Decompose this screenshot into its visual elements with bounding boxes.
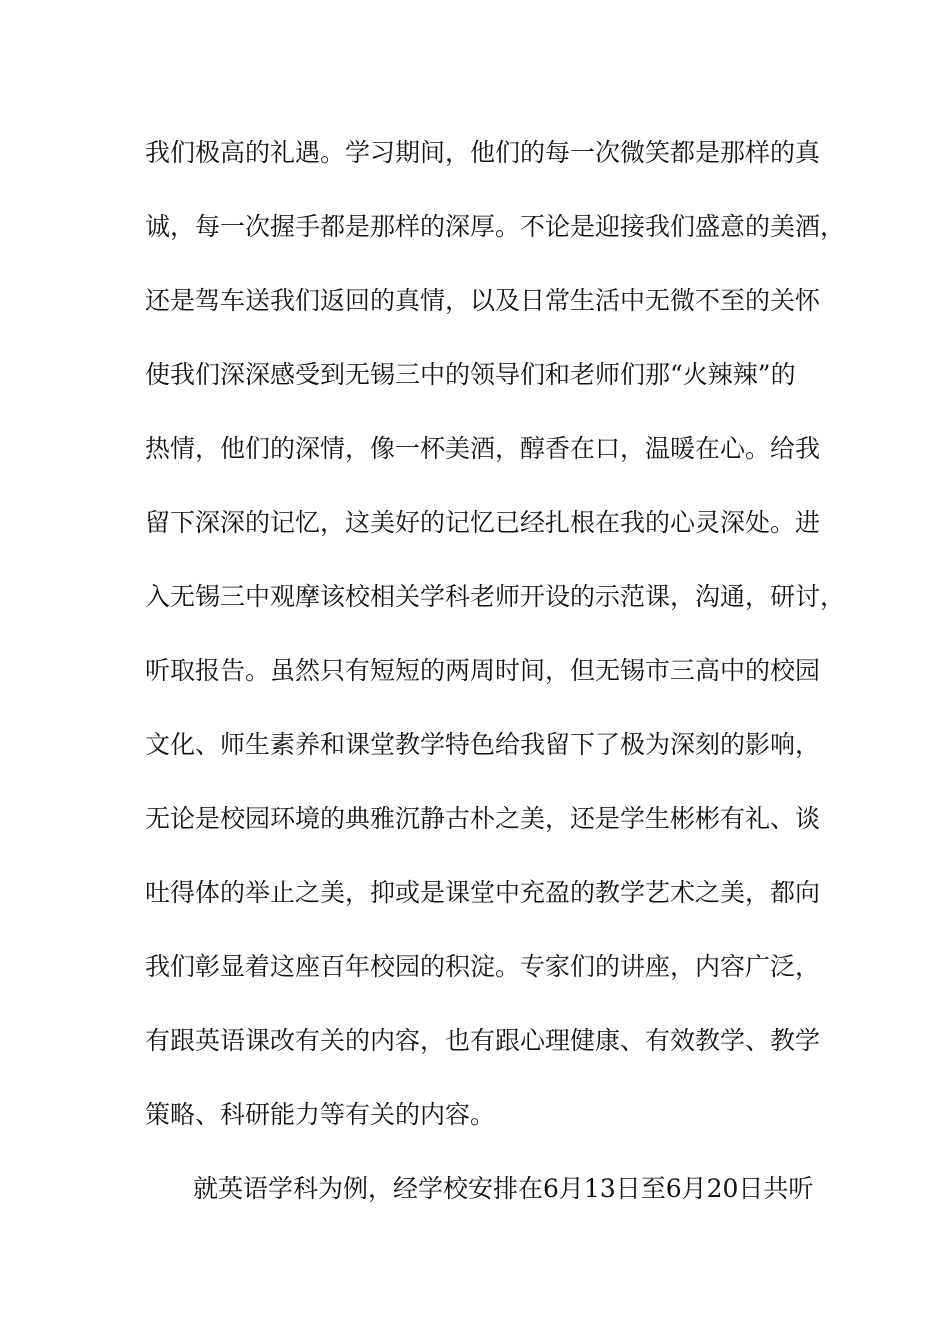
text-line: 我们极高的礼遇。学习期间，他们的每一次微笑都是那样的真 bbox=[145, 138, 821, 167]
text-line: 策略、科研能力等有关的内容。 bbox=[145, 1100, 496, 1129]
paragraph-first-line: 就英语学科为例，经学校安排在6月13日至6月20日共听 bbox=[193, 1174, 814, 1203]
text-line: 有跟英语课改有关的内容，也有跟心理健康、有效教学、教学 bbox=[145, 1026, 821, 1055]
text-line: 我们彰显着这座百年校园的积淀。专家们的讲座，内容广泛， bbox=[145, 952, 821, 981]
text-line: 无论是校园环境的典雅沉静古朴之美，还是学生彬彬有礼、谈 bbox=[145, 804, 821, 833]
text-line: 热情，他们的深情，像一杯美酒，醇香在口，温暖在心。给我 bbox=[145, 434, 821, 463]
text-line: 文化、师生素养和课堂教学特色给我留下了极为深刻的影响， bbox=[145, 730, 821, 759]
body-text bbox=[145, 133, 845, 1243]
text-line: 吐得体的举止之美，抑或是课堂中充盈的教学艺术之美，都向 bbox=[145, 878, 821, 907]
text-line: 听取报告。虽然只有短短的两周时间，但无锡市三高中的校园 bbox=[145, 656, 821, 685]
text-line: 入无锡三中观摩该校相关学科老师开设的示范课，沟通，研讨， bbox=[145, 582, 846, 611]
text-line: 还是驾车送我们返回的真情，以及日常生活中无微不至的关怀 bbox=[145, 286, 821, 315]
text-line: 使我们深深感受到无锡三中的领导们和老师们那“火辣辣”的 bbox=[145, 360, 796, 389]
text-line: 诚，每一次握手都是那样的深厚。不论是迎接我们盛意的美酒， bbox=[145, 212, 846, 241]
text-line: 留下深深的记忆，这美好的记忆已经扎根在我的心灵深处。进 bbox=[145, 508, 821, 537]
